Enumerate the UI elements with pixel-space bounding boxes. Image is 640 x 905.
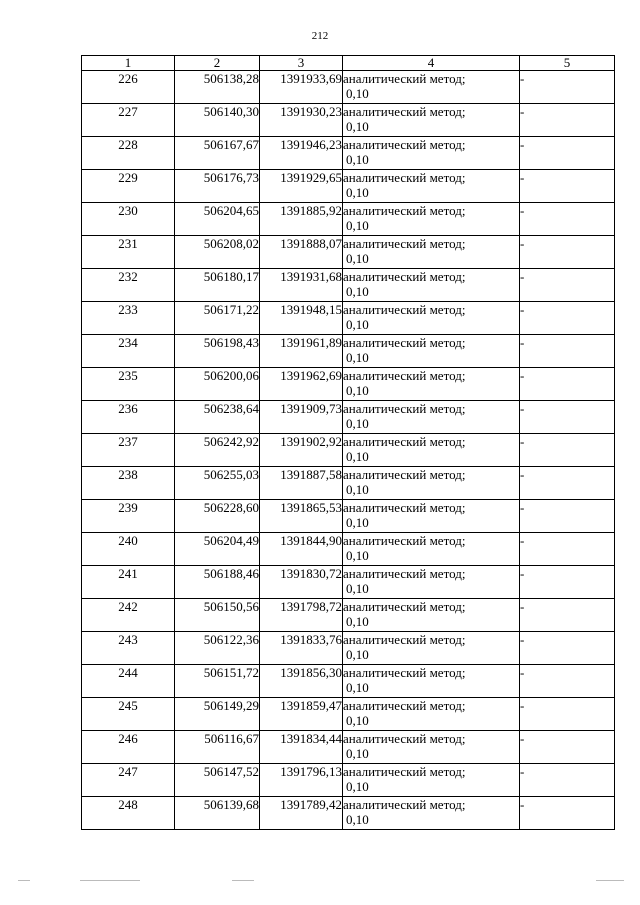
note-cell: - [520, 335, 615, 368]
note-cell: - [520, 203, 615, 236]
coordinate-y: 1391961,89 [260, 335, 343, 368]
note-cell: - [520, 698, 615, 731]
note-cell: - [520, 269, 615, 302]
point-number: 244 [82, 665, 175, 698]
coordinate-y: 1391930,23 [260, 104, 343, 137]
method-cell [343, 533, 520, 566]
table-row [82, 434, 615, 467]
header-col-4: 4 [343, 56, 520, 71]
method-cell [343, 236, 520, 269]
coordinate-y: 1391865,53 [260, 500, 343, 533]
coordinate-x: 506140,30 [175, 104, 260, 137]
coordinates-table [81, 55, 615, 830]
point-number: 245 [82, 698, 175, 731]
table-row [82, 533, 615, 566]
coordinate-x: 506255,03 [175, 467, 260, 500]
point-number: 246 [82, 731, 175, 764]
scan-artifact [596, 880, 624, 881]
accuracy-value: 0,10 [346, 119, 369, 134]
point-number: 231 [82, 236, 175, 269]
table-row [82, 71, 615, 104]
method-text: аналитический метод; [343, 269, 466, 284]
point-number: 241 [82, 566, 175, 599]
note-cell: - [520, 71, 615, 104]
note-cell: - [520, 302, 615, 335]
coordinate-x: 506151,72 [175, 665, 260, 698]
coordinate-x: 506228,60 [175, 500, 260, 533]
point-number: 239 [82, 500, 175, 533]
table-row [82, 335, 615, 368]
coordinate-x: 506138,28 [175, 71, 260, 104]
coordinate-y: 1391931,68 [260, 269, 343, 302]
method-cell [343, 269, 520, 302]
method-cell [343, 401, 520, 434]
header-col-5: 5 [520, 56, 615, 71]
method-cell [343, 335, 520, 368]
accuracy-value: 0,10 [346, 581, 369, 596]
table-row [82, 599, 615, 632]
method-cell [343, 203, 520, 236]
method-text: аналитический метод; [343, 335, 466, 350]
table-row [82, 104, 615, 137]
coordinate-y: 1391856,30 [260, 665, 343, 698]
coordinate-y: 1391859,47 [260, 698, 343, 731]
method-cell [343, 467, 520, 500]
coordinate-y: 1391946,23 [260, 137, 343, 170]
point-number: 235 [82, 368, 175, 401]
accuracy-value: 0,10 [346, 218, 369, 233]
method-text: аналитический метод; [343, 104, 466, 119]
coordinate-x: 506204,65 [175, 203, 260, 236]
method-text: аналитический метод; [343, 137, 466, 152]
accuracy-value: 0,10 [346, 812, 369, 827]
accuracy-value: 0,10 [346, 779, 369, 794]
method-text: аналитический метод; [343, 467, 466, 482]
method-cell [343, 797, 520, 830]
point-number: 240 [82, 533, 175, 566]
accuracy-value: 0,10 [346, 713, 369, 728]
coordinate-y: 1391948,15 [260, 302, 343, 335]
method-text: аналитический метод; [343, 764, 466, 779]
note-cell: - [520, 434, 615, 467]
table-body [82, 71, 615, 830]
point-number: 247 [82, 764, 175, 797]
coordinate-x: 506171,22 [175, 302, 260, 335]
coordinate-y: 1391902,92 [260, 434, 343, 467]
point-number: 228 [82, 137, 175, 170]
accuracy-value: 0,10 [346, 86, 369, 101]
scan-artifact [80, 880, 140, 881]
coordinate-y: 1391834,44 [260, 731, 343, 764]
coordinate-y: 1391929,65 [260, 170, 343, 203]
accuracy-value: 0,10 [346, 746, 369, 761]
point-number: 230 [82, 203, 175, 236]
accuracy-value: 0,10 [346, 251, 369, 266]
coordinate-x: 506116,67 [175, 731, 260, 764]
accuracy-value: 0,10 [346, 449, 369, 464]
method-cell [343, 764, 520, 797]
note-cell: - [520, 137, 615, 170]
coordinate-y: 1391830,72 [260, 566, 343, 599]
point-number: 237 [82, 434, 175, 467]
coordinate-x: 506188,46 [175, 566, 260, 599]
header-col-2: 2 [175, 56, 260, 71]
coordinate-y: 1391789,42 [260, 797, 343, 830]
coordinate-x: 506204,49 [175, 533, 260, 566]
method-cell [343, 137, 520, 170]
coordinate-y: 1391798,72 [260, 599, 343, 632]
coordinate-x: 506238,64 [175, 401, 260, 434]
coordinate-y: 1391844,90 [260, 533, 343, 566]
coordinate-x: 506208,02 [175, 236, 260, 269]
method-cell [343, 731, 520, 764]
method-text: аналитический метод; [343, 203, 466, 218]
coordinate-y: 1391833,76 [260, 632, 343, 665]
method-cell [343, 302, 520, 335]
note-cell: - [520, 104, 615, 137]
accuracy-value: 0,10 [346, 680, 369, 695]
method-text: аналитический метод; [343, 797, 466, 812]
table-row [82, 632, 615, 665]
coordinate-y: 1391933,69 [260, 71, 343, 104]
accuracy-value: 0,10 [346, 548, 369, 563]
table-row [82, 500, 615, 533]
table-row [82, 698, 615, 731]
accuracy-value: 0,10 [346, 350, 369, 365]
table-row [82, 203, 615, 236]
point-number: 229 [82, 170, 175, 203]
coordinate-y: 1391796,13 [260, 764, 343, 797]
method-text: аналитический метод; [343, 665, 466, 680]
method-text: аналитический метод; [343, 731, 466, 746]
table-row [82, 236, 615, 269]
method-text: аналитический метод; [343, 71, 466, 86]
page-number: 212 [311, 30, 329, 42]
note-cell: - [520, 236, 615, 269]
method-cell [343, 698, 520, 731]
note-cell: - [520, 764, 615, 797]
note-cell: - [520, 170, 615, 203]
method-cell [343, 434, 520, 467]
note-cell: - [520, 731, 615, 764]
point-number: 233 [82, 302, 175, 335]
method-text: аналитический метод; [343, 632, 466, 647]
method-cell [343, 170, 520, 203]
note-cell: - [520, 599, 615, 632]
coordinate-x: 506122,36 [175, 632, 260, 665]
note-cell: - [520, 500, 615, 533]
note-cell: - [520, 368, 615, 401]
method-text: аналитический метод; [343, 302, 466, 317]
point-number: 232 [82, 269, 175, 302]
point-number: 248 [82, 797, 175, 830]
table-row [82, 731, 615, 764]
note-cell: - [520, 797, 615, 830]
point-number: 226 [82, 71, 175, 104]
note-cell: - [520, 467, 615, 500]
method-cell [343, 665, 520, 698]
note-cell: - [520, 533, 615, 566]
coordinate-y: 1391887,58 [260, 467, 343, 500]
method-text: аналитический метод; [343, 566, 466, 581]
table-row [82, 566, 615, 599]
coordinate-x: 506176,73 [175, 170, 260, 203]
coordinate-y: 1391888,07 [260, 236, 343, 269]
method-text: аналитический метод; [343, 434, 466, 449]
accuracy-value: 0,10 [346, 185, 369, 200]
method-cell [343, 632, 520, 665]
table-row [82, 467, 615, 500]
coordinate-x: 506149,29 [175, 698, 260, 731]
accuracy-value: 0,10 [346, 482, 369, 497]
method-text: аналитический метод; [343, 500, 466, 515]
accuracy-value: 0,10 [346, 317, 369, 332]
method-text: аналитический метод; [343, 170, 466, 185]
accuracy-value: 0,10 [346, 383, 369, 398]
method-text: аналитический метод; [343, 401, 466, 416]
note-cell: - [520, 566, 615, 599]
coordinate-x: 506242,92 [175, 434, 260, 467]
method-text: аналитический метод; [343, 368, 466, 383]
header-col-1: 1 [82, 56, 175, 71]
table-row [82, 302, 615, 335]
method-text: аналитический метод; [343, 236, 466, 251]
table-row [82, 665, 615, 698]
coordinate-x: 506180,17 [175, 269, 260, 302]
point-number: 234 [82, 335, 175, 368]
coordinate-y: 1391962,69 [260, 368, 343, 401]
accuracy-value: 0,10 [346, 152, 369, 167]
method-text: аналитический метод; [343, 698, 466, 713]
accuracy-value: 0,10 [346, 647, 369, 662]
method-text: аналитический метод; [343, 599, 466, 614]
header-col-3: 3 [260, 56, 343, 71]
coordinate-x: 506150,56 [175, 599, 260, 632]
note-cell: - [520, 632, 615, 665]
table-row [82, 797, 615, 830]
coordinate-x: 506139,68 [175, 797, 260, 830]
point-number: 236 [82, 401, 175, 434]
coordinate-y: 1391909,73 [260, 401, 343, 434]
method-cell [343, 104, 520, 137]
note-cell: - [520, 401, 615, 434]
coordinate-x: 506200,06 [175, 368, 260, 401]
coordinate-x: 506198,43 [175, 335, 260, 368]
point-number: 238 [82, 467, 175, 500]
accuracy-value: 0,10 [346, 515, 369, 530]
scan-artifact [232, 880, 254, 881]
method-cell [343, 500, 520, 533]
table-row [82, 170, 615, 203]
point-number: 243 [82, 632, 175, 665]
point-number: 242 [82, 599, 175, 632]
point-number: 227 [82, 104, 175, 137]
coordinate-x: 506167,67 [175, 137, 260, 170]
table-row [82, 137, 615, 170]
coordinate-y: 1391885,92 [260, 203, 343, 236]
note-cell: - [520, 665, 615, 698]
accuracy-value: 0,10 [346, 416, 369, 431]
accuracy-value: 0,10 [346, 284, 369, 299]
coordinate-x: 506147,52 [175, 764, 260, 797]
method-cell [343, 599, 520, 632]
table-row [82, 269, 615, 302]
method-cell [343, 368, 520, 401]
method-text: аналитический метод; [343, 533, 466, 548]
accuracy-value: 0,10 [346, 614, 369, 629]
method-cell [343, 71, 520, 104]
method-cell [343, 566, 520, 599]
table-row [82, 764, 615, 797]
header-row [82, 56, 615, 71]
table-row [82, 368, 615, 401]
scan-artifact [18, 880, 30, 881]
table-row [82, 401, 615, 434]
